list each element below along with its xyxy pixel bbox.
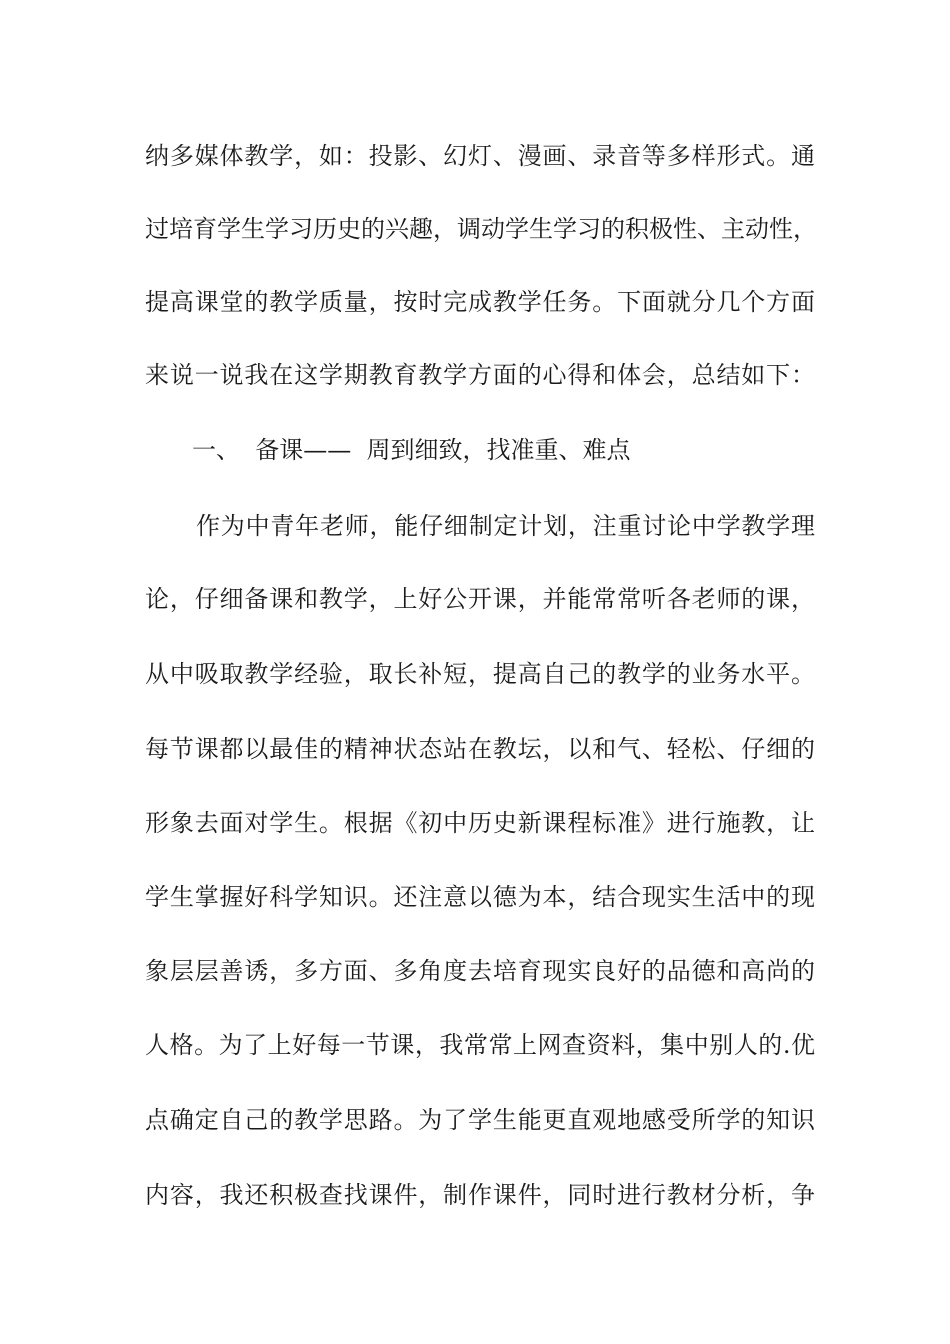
paragraph-line: 论，仔细备课和教学，上好公开课，并能常常听各老师的课， — [145, 585, 815, 613]
paragraph-line: 象层层善诱，多方面、多角度去培育现实良好的品德和高尚的 — [145, 957, 815, 985]
paragraph-line: 内容，我还积极查找课件，制作课件，同时进行教材分析，争 — [145, 1181, 815, 1209]
paragraph-line: 点确定自己的教学思路。为了学生能更直观地感受所学的知识 — [145, 1106, 815, 1134]
paragraph-line: 形象去面对学生。根据《初中历史新课程标准》进行施教，让 — [145, 809, 815, 837]
paragraph-line: 学生掌握好科学知识。还注意以德为本，结合现实生活中的现 — [145, 883, 815, 911]
paragraph-line: 每节课都以最佳的精神状态站在教坛，以和气、轻松、仔细的 — [145, 735, 815, 763]
paragraph-line: 纳多媒体教学，如：投影、幻灯、漫画、录音等多样形式。通 — [145, 142, 815, 170]
paragraph-line: 过培育学生学习历史的兴趣，调动学生学习的积极性、主动性， — [145, 215, 817, 243]
paragraph-line: 从中吸取教学经验，取长补短，提高自己的教学的业务水平。 — [145, 660, 815, 688]
paragraph-line: 提高课堂的教学质量，按时完成教学任务。下面就分几个方面 — [145, 288, 815, 316]
paragraph-line: 作为中青年老师，能仔细制定计划，注重讨论中学教学理 — [196, 512, 815, 540]
section-heading: 一、 备课—— 周到细致，找准重、难点 — [192, 436, 631, 464]
paragraph-line: 来说一说我在这学期教育教学方面的心得和体会，总结如下： — [145, 361, 815, 389]
paragraph-line: 人格。为了上好每一节课，我常常上网查资料，集中别人的.优 — [145, 1031, 815, 1059]
